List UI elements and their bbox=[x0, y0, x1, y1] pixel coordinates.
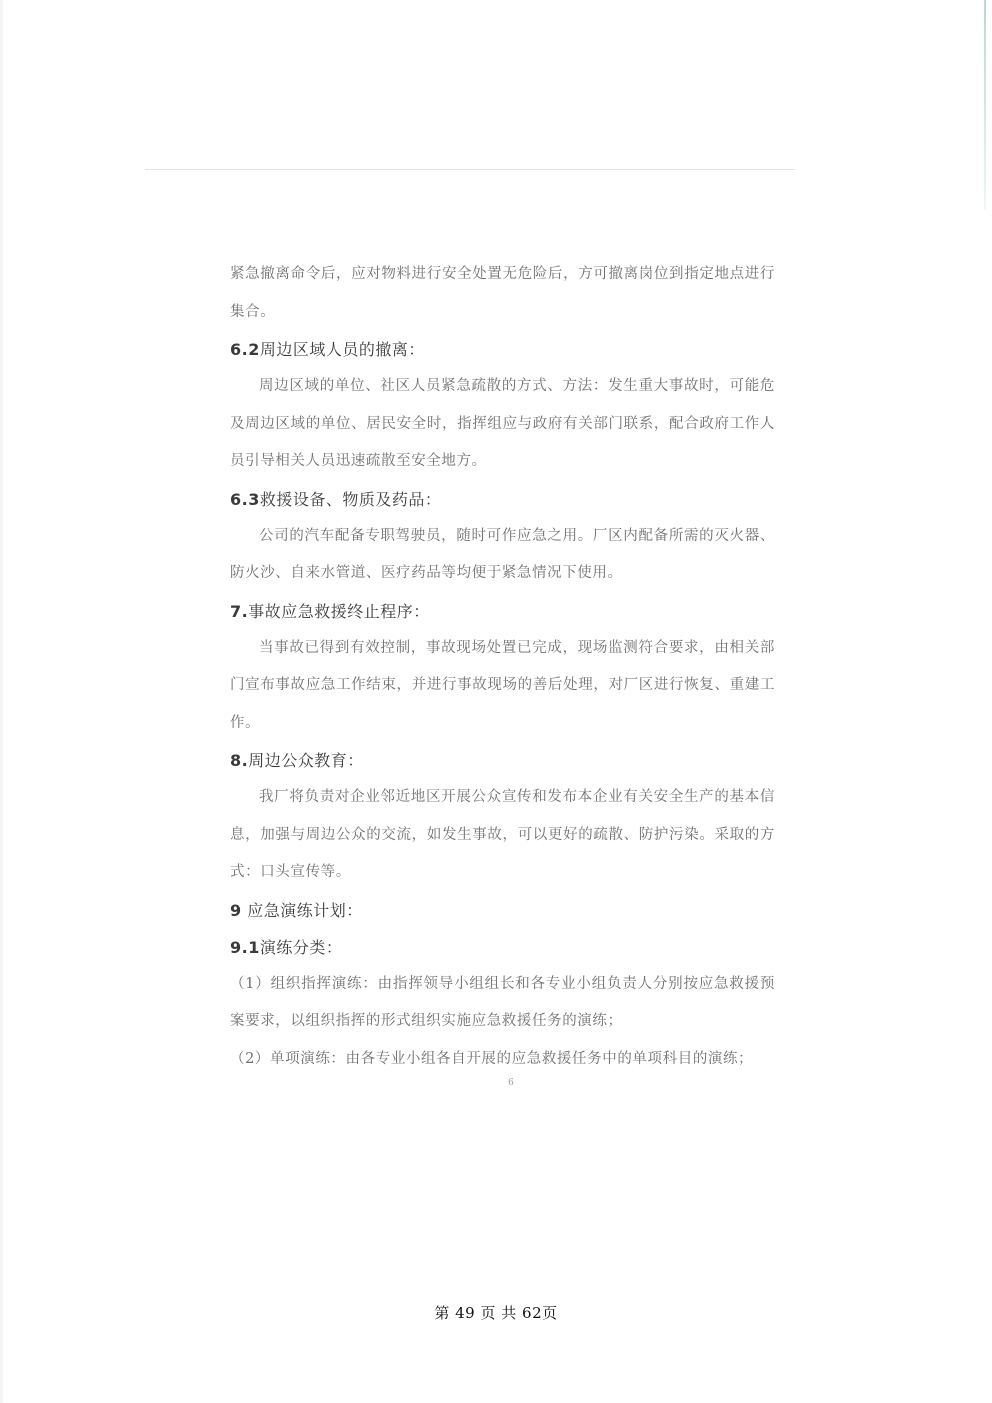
heading-number: 9 bbox=[230, 900, 242, 920]
scan-edge-right bbox=[984, 0, 986, 210]
paragraph: （2）单项演练：由各专业小组各自开展的应急救援任务中的单项科目的演练； bbox=[230, 1050, 754, 1067]
heading-text: 应急演练计划： bbox=[241, 900, 363, 920]
heading-text: 事故应急救援终止程序： bbox=[248, 601, 430, 621]
page-footer: 第 49 页 共 62页 bbox=[434, 1304, 558, 1322]
inner-page-number: 6 bbox=[508, 1078, 514, 1088]
heading-number: 6.3 bbox=[230, 489, 260, 509]
section-heading-7 bbox=[230, 593, 775, 630]
heading-number: 7. bbox=[230, 601, 249, 621]
section-heading-6-3 bbox=[230, 481, 775, 518]
heading-text: 演练分类： bbox=[259, 937, 343, 957]
section-heading-8 bbox=[230, 742, 775, 779]
heading-text: 周边区域人员的撤离： bbox=[259, 340, 425, 359]
header-rule bbox=[145, 169, 795, 170]
section-heading-6-2 bbox=[230, 331, 775, 368]
document-body bbox=[230, 256, 775, 1078]
paragraph: 我厂将负责对企业邻近地区开展公众宣传和发布本企业有关安全生产的基本信息，加强与周边公众的交流，如发生事故，可以更好的疏散、防护污染。采取的方式：口头宣传等。 bbox=[230, 789, 775, 880]
paragraph: 紧急撤离命令后，应对物料进行安全处置无危险后，方可撤离岗位到指定地点进行集合。 bbox=[230, 266, 775, 320]
section-heading-9 bbox=[230, 892, 775, 929]
heading-text: 救援设备、物质及药品： bbox=[259, 489, 442, 509]
paragraph: （1）组织指挥演练：由指挥领导小组组长和各专业小组负责人分别按应急救援预案要求，以组织指挥的形式组织实施应急救援任务的演练； bbox=[230, 975, 775, 1029]
heading-number: 6.2 bbox=[230, 340, 260, 359]
heading-number: 9.1 bbox=[230, 937, 260, 957]
paragraph: 周边区域的单位、社区人员紧急疏散的方式、方法：发生重大事故时，可能危及周边区域的单位、居民安全时，指挥组应与政府有关部门联系，配合政府工作人员引导相关人员迅速疏散至安全地方。 bbox=[230, 378, 775, 469]
paragraph: 公司的汽车配备专职驾驶员，随时可作应急之用。厂区内配备所需的灭火器、防火沙、自来水管道、医疗药品等均便于紧急情况下使用。 bbox=[230, 527, 775, 581]
heading-text: 周边公众教育： bbox=[248, 751, 364, 770]
paragraph: 当事故已得到有效控制，事故现场处置已完成，现场监测符合要求，由相关部门宣布事故应急工作结束，并进行事故现场的善后处理，对厂区进行恢复、重建工作。 bbox=[230, 639, 775, 731]
heading-number: 8. bbox=[230, 751, 249, 770]
scan-edge-left bbox=[0, 0, 3, 1403]
section-heading-9-1 bbox=[230, 929, 775, 966]
